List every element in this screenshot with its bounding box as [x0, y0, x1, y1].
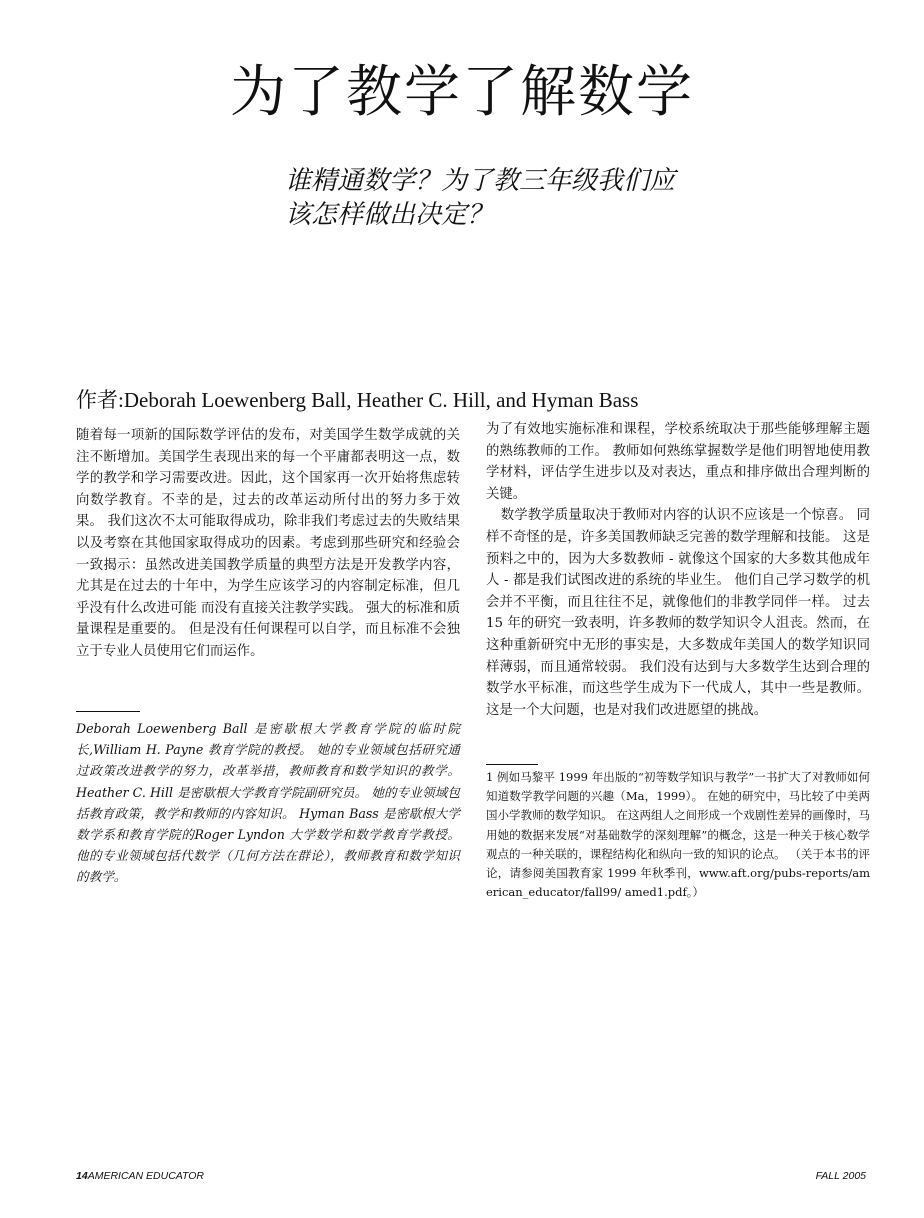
author-byline: 作者:Deborah Loewenberg Ball, Heather C. Hill, and Hyman Bass — [76, 388, 639, 412]
bio-divider — [76, 711, 140, 712]
footnote-divider — [486, 764, 538, 765]
left-column — [76, 425, 460, 663]
article-subtitle — [285, 164, 725, 232]
article-title: 为了教学了解数学 — [230, 60, 694, 125]
footer-publication — [76, 1170, 204, 1182]
footnote: 1 例如马黎平 1999 年出版的“初等数学知识与教学”一书扩大了对教师如何知道数学教学问题的兴趣（Ma，1999）。 在她的研究中，马比较了中美两国小学教师的数学知识。 在这两组人之间形成一个戏剧性差异的画像时，马用她的数据来发展“对基础数学的深刻理解”的概念，这是一种关于核心数学观点的一种关联的，课程结构化和纵向一致的知识的论点。 （关于本书的评论，请参阅美国教育家 1999 年秋季刊，www.aft.org/pubs-reports/american_educator/fall99/ amed1.pdf。） — [486, 770, 870, 900]
subtitle-line: 谁精通数学？为了教三年级我们应 — [285, 166, 676, 196]
page-number: 14 — [76, 1170, 88, 1182]
body-paragraph: 为了有效地实施标准和课程，学校系统取决于那些能够理解主题的熟练教师的工作。 教师如何熟练掌握数学是他们明智地使用教学材料，评估学生进步以及对表达，重点和排序做出合理判断的关键。 — [486, 422, 870, 502]
right-column — [486, 419, 870, 721]
author-bio: Deborah Loewenberg Ball 是密歇根大学教育学院的临时院长,William H. Payne 教育学院的教授。 她的专业领域包括研究通过政策改进教学的努力，改革举措，教师教育和数学知识的教学。 Heather C. Hill 是密歇根大学教育学院副研究员。 她的专业领域包括教育政策，教学和教师的内容知识。 Hyman Bass 是密歇根大学数学系和教育学院的Roger Lyndon 大学数学和数学教育学教授。 他的专业领域包括代数学（几何方法在群论），教师教育和数学知识的教学。 — [76, 721, 460, 885]
intro-paragraph: 随着每一项新的国际数学评估的发布，对美国学生数学成就的关注不断增加。美国学生表现出来的每一个平庸都表明这一点，数学的教学和学习需要改进。因此，这个国家再一次开始将焦虑转向数学教育。不幸的是，过去的改革运动所付出的努力多于效果。 我们这次不太可能取得成功，除非我们考虑过去的失败结果以及考察在其他国家取得成功的因素。考虑到那些研究和经验会一致揭示：虽然改进美国教学质量的典型方法是开发教学内容，尤其是在过去的十年中，为学生应该学习的内容制定标准，但几乎没有什么改进可能 而没有直接关注教学实践。 强大的标准和质量课程是重要的。 但是没有任何课程可以自学，而且标准不会独立于专业人员使用它们而运作。 — [76, 428, 460, 659]
footer-issue: FALL 2005 — [815, 1170, 866, 1182]
body-paragraph: 数学教学质量取决于教师对内容的认识不应该是一个惊喜。 同样不奇怪的是，许多美国教师缺乏完善的数学理解和技能。 这是预料之中的，因为大多数教师 - 就像这个国家的大多数其他成年人 - 都是我们试图改进的系统的毕业生。 他们自己学习数学的机会并不平衡，而且往往不足，就像他们的非教学同伴一样。 过去 15 年的研究一致表明，许多教师的数学知识令人沮丧。然而，在这种重新研究中无形的事实是，大多数成年美国人的数学知识同样薄弱，而且通常较弱。 我们没有达到与大多数学生达到合理的数学水平标准，而这些学生成为下一代成人，其中一些是教师。 这是一个大问题，也是对我们改进愿望的挑战。 — [486, 508, 870, 718]
publication-name: AMERICAN EDUCATOR — [87, 1170, 204, 1182]
subtitle-line: 该怎样做出决定？ — [285, 200, 494, 230]
